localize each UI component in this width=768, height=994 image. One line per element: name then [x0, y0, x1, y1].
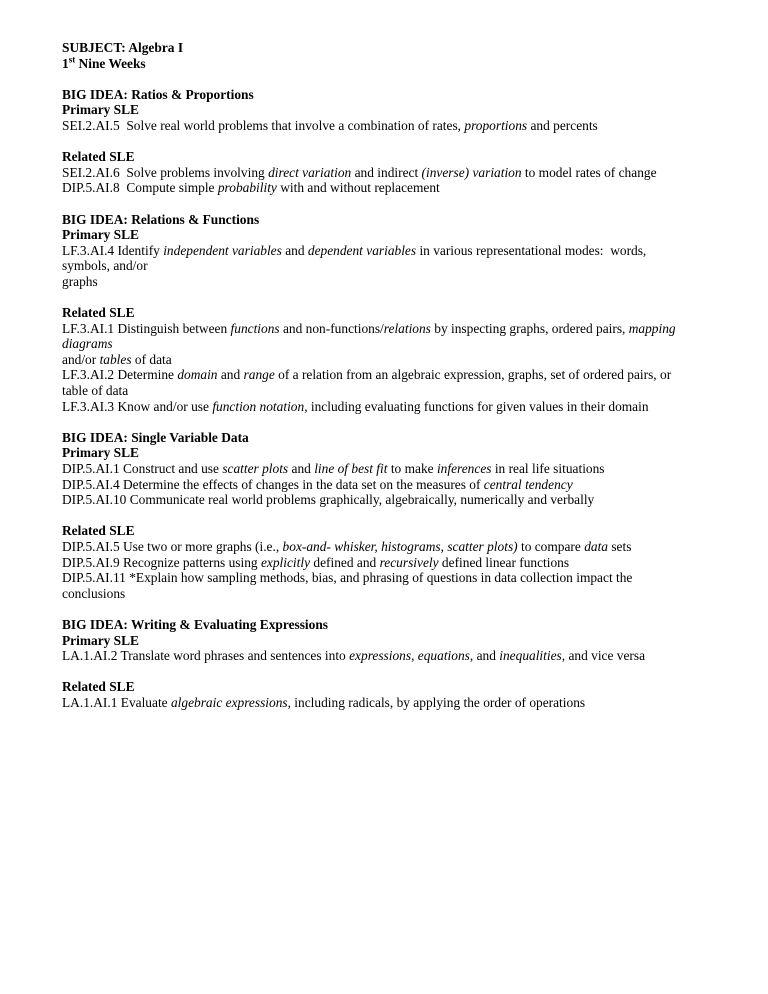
subject-title: [62, 40, 744, 56]
title-block: [62, 40, 744, 71]
text-segment: dependent variables: [307, 242, 417, 258]
text-segment: Related SLE: [62, 305, 135, 321]
text-segment: with and without replacement: [276, 180, 440, 196]
text-segment: defined and: [310, 554, 380, 570]
text-segment: box-and- whisker, histograms, scatter plots): [282, 539, 518, 554]
text-segment: symbols, and/or: [62, 258, 148, 274]
text-segment: DIP.5.AI.9 Recognize patterns using: [62, 554, 261, 570]
sle-item-line: [62, 695, 744, 711]
relations-related-sle: [62, 305, 744, 414]
text-segment: domain: [177, 367, 218, 383]
sle-continuation-line: [62, 352, 744, 368]
text-segment: SEI.2.AI.6 Solve problems involving: [62, 164, 269, 180]
text-segment: DIP.5.AI.11 *Explain how sampling methods, bias, and phrasing of questions in data collection impact the: [62, 570, 633, 586]
text-segment: diagrams: [62, 336, 113, 352]
text-segment: BIG IDEA: Relations & Functions: [62, 211, 260, 227]
big-idea-single-variable-data: [62, 430, 744, 508]
sle-item-line: [62, 477, 744, 493]
text-segment: function notation: [212, 398, 305, 414]
sle-item-line: [62, 180, 744, 196]
document-blocks: [62, 40, 744, 711]
text-segment: mapping: [628, 320, 676, 336]
sle-continuation-line: [62, 258, 744, 274]
ratios-related-sle: [62, 149, 744, 196]
text-segment: Primary SLE: [62, 102, 139, 118]
text-segment: range: [243, 367, 275, 383]
text-segment: Primary SLE: [62, 227, 139, 243]
text-segment: , and: [469, 648, 500, 664]
text-segment: recursively: [379, 554, 439, 570]
text-segment: tables: [99, 351, 132, 367]
sle-item-line: [62, 165, 744, 181]
text-segment: table of data: [62, 383, 129, 399]
text-segment: to model rates of change: [521, 164, 657, 180]
text-segment: conclusions: [62, 585, 126, 601]
text-segment: LF.3.AI.1 Distinguish between: [62, 320, 231, 336]
primary-sle-heading: [62, 227, 744, 243]
text-segment: and: [281, 242, 308, 258]
text-segment: , including radicals, by applying the order of operations: [287, 694, 586, 710]
writing-related-sle: [62, 679, 744, 710]
sle-continuation-line: [62, 586, 744, 602]
text-segment: proportions: [464, 117, 528, 133]
text-segment: BIG IDEA: Ratios & Proportions: [62, 86, 254, 102]
sle-item-line: [62, 461, 744, 477]
sle-continuation-line: [62, 274, 744, 290]
sle-item-line: [62, 321, 744, 337]
text-segment: direct variation: [268, 164, 352, 180]
text-segment: defined linear functions: [438, 554, 570, 570]
big-idea-heading: [62, 617, 744, 633]
text-segment: inequalities: [499, 648, 562, 664]
term-title: [62, 56, 744, 72]
text-segment: DIP.5.AI.4 Determine the effects of changes in the data set on the measures of: [62, 476, 484, 492]
text-segment: and non-functions/: [279, 320, 384, 336]
text-segment: relations: [383, 320, 431, 336]
text-segment: st: [68, 54, 76, 65]
text-segment: inferences: [436, 461, 492, 477]
sle-item-line: [62, 539, 744, 555]
text-segment: BIG IDEA: Writing & Evaluating Expressions: [62, 616, 329, 632]
text-segment: independent variables: [163, 242, 282, 258]
text-segment: DIP.5.AI.5 Use two or more graphs (i.e.,: [62, 539, 283, 554]
text-segment: Related SLE: [62, 679, 135, 695]
text-segment: LA.1.AI.1 Evaluate: [62, 694, 171, 710]
text-segment: , and vice versa: [561, 648, 646, 664]
text-segment: LF.3.AI.3 Know and/or use: [62, 398, 213, 414]
related-sle-heading: [62, 305, 744, 321]
related-sle-heading: [62, 149, 744, 165]
text-segment: data: [584, 539, 608, 554]
text-segment: DIP.5.AI.8 Compute simple: [62, 180, 218, 196]
text-segment: and: [288, 461, 315, 477]
sle-item-line: [62, 492, 744, 508]
sle-item-line: [62, 570, 744, 586]
text-segment: LF.3.AI.2 Determine: [62, 367, 178, 383]
text-segment: sets: [608, 539, 632, 554]
primary-sle-heading: [62, 445, 744, 461]
text-segment: BIG IDEA: Single Variable Data: [62, 429, 249, 445]
related-sle-heading: [62, 679, 744, 695]
text-segment: and percents: [527, 117, 598, 133]
text-segment: 1: [62, 55, 69, 71]
text-segment: Primary SLE: [62, 632, 139, 648]
text-segment: scatter plots: [222, 461, 289, 477]
text-segment: SEI.2.AI.5 Solve real world problems that involve a combination of rates,: [62, 117, 465, 133]
big-idea-heading: [62, 87, 744, 103]
primary-sle-heading: [62, 633, 744, 649]
sle-item-line: [62, 648, 744, 664]
text-segment: of a relation from an algebraic expression, graphs, set of ordered pairs, or: [274, 367, 672, 383]
text-segment: to make: [387, 461, 437, 477]
single-variable-related-sle: [62, 523, 744, 601]
text-segment: LF.3.AI.4 Identify: [62, 242, 164, 258]
text-segment: explicitly: [260, 554, 311, 570]
text-segment: Nine Weeks: [75, 55, 146, 71]
big-idea-writing-evaluating-expressions: [62, 617, 744, 664]
text-segment: functions: [230, 320, 280, 336]
sle-continuation-line: [62, 336, 744, 352]
text-segment: (inverse) variation: [421, 164, 522, 180]
text-segment: SUBJECT: Algebra I: [62, 40, 184, 55]
text-segment: in real life situations: [491, 461, 605, 477]
big-idea-ratios-proportions: [62, 87, 744, 134]
sle-item-line: [62, 399, 744, 415]
text-segment: probability: [217, 180, 277, 196]
text-segment: and: [217, 367, 244, 383]
sle-continuation-line: [62, 383, 744, 399]
primary-sle-heading: [62, 102, 744, 118]
sle-item-line: [62, 118, 744, 134]
text-segment: Primary SLE: [62, 445, 139, 461]
text-segment: and indirect: [351, 164, 422, 180]
text-segment: DIP.5.AI.10 Communicate real world problems graphically, algebraically, numerically and verbally: [62, 492, 595, 508]
big-idea-relations-functions: [62, 212, 744, 290]
text-segment: in various representational modes: words,: [416, 242, 647, 258]
big-idea-heading: [62, 430, 744, 446]
text-segment: expressions, equations: [349, 648, 470, 664]
text-segment: line of best fit: [314, 461, 388, 477]
text-segment: central tendency: [483, 476, 573, 492]
text-segment: Related SLE: [62, 149, 135, 165]
text-segment: by inspecting graphs, ordered pairs,: [430, 320, 629, 336]
text-segment: DIP.5.AI.1 Construct and use: [62, 461, 223, 477]
related-sle-heading: [62, 523, 744, 539]
text-segment: to compare: [517, 539, 585, 554]
sle-item-line: [62, 367, 744, 383]
text-segment: of data: [131, 351, 172, 367]
text-segment: LA.1.AI.2 Translate word phrases and sentences into: [62, 648, 350, 664]
sle-item-line: [62, 243, 744, 259]
text-segment: Related SLE: [62, 523, 135, 539]
text-segment: , including evaluating functions for given values in their domain: [304, 398, 649, 414]
text-segment: graphs: [62, 273, 98, 289]
text-segment: algebraic expressions: [170, 694, 288, 710]
big-idea-heading: [62, 212, 744, 228]
sle-item-line: [62, 555, 744, 571]
text-segment: and/or: [62, 351, 100, 367]
